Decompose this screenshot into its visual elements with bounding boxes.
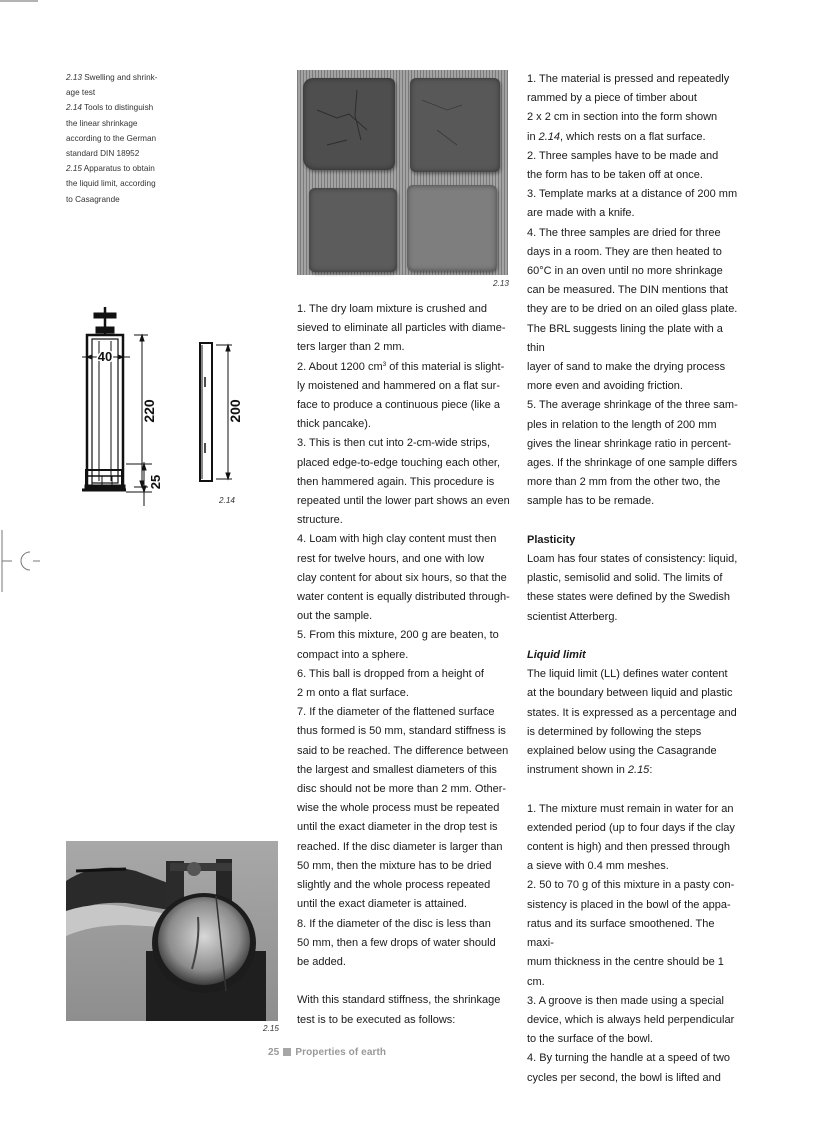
- text-line: ters larger than 2 mm.: [297, 341, 405, 354]
- text-line: clay content for about six hours, so that the: [297, 571, 507, 584]
- body-text-column-1: [297, 300, 512, 1030]
- text-line: With this standard stiffness, the shrinkage: [297, 994, 501, 1007]
- text-line: The BRL suggests lining the plate with a thin: [527, 322, 723, 354]
- paragraph-gap: [527, 780, 742, 799]
- text-line: sample has to be remade.: [527, 495, 655, 508]
- text-line: 5. From this mixture, 200 g are beaten, to: [297, 629, 499, 642]
- paragraph-gap: [527, 627, 742, 646]
- text-line: [527, 761, 742, 780]
- text-line: 4. Loam with high clay content must then: [297, 533, 497, 546]
- text-line: 2 x 2 cm in section into the form shown: [527, 111, 718, 124]
- dimension-label: 40: [97, 349, 113, 364]
- text-line: 50 mm, then a few drops of water should: [297, 936, 496, 949]
- text-line: mum thickness in the centre should be 1 cm.: [527, 956, 724, 988]
- figure-2-14-end-piece: [82, 462, 172, 510]
- registration-mark-icon: [0, 530, 44, 592]
- text-line: until the exact diameter in the drop test is: [297, 821, 498, 834]
- text-line: rammed by a piece of timber about: [527, 92, 697, 105]
- text-line: layer of sand to make the drying process: [527, 361, 726, 374]
- text-line: 3. This is then cut into 2-cm-wide strips,: [297, 437, 490, 450]
- text-line: explained below using the Casagrande: [527, 745, 717, 758]
- text-line: they are to be dried on an oiled glass plate.: [527, 303, 738, 316]
- text-line: 7. If the diameter of the flattened surface: [297, 706, 495, 719]
- text-line: 4. The three samples are dried for three: [527, 226, 721, 239]
- caption-text: Tools to distinguish: [81, 103, 154, 113]
- caption-line: to Casagrande: [66, 194, 120, 204]
- text-line: can be measured. The DIN mentions that: [527, 284, 728, 297]
- text-line: 4. By turning the handle at a speed of two: [527, 1052, 731, 1065]
- text-line: placed edge-to-edge touching each other,: [297, 456, 501, 469]
- text-line: wise the whole process must be repeated: [297, 802, 500, 815]
- text-line: disc should not be more than 2 mm. Other-: [297, 783, 507, 796]
- text-line: more than 2 mm from the other two, the: [527, 476, 721, 489]
- text-span: instrument shown in: [527, 764, 628, 777]
- text-line: repeated until the lower part shows an even: [297, 495, 510, 508]
- text-line: sieved to eliminate all particles with diame-: [297, 322, 506, 335]
- figure-2-14-label: 2.14: [219, 496, 235, 505]
- text-span: 2. About 1200 cm: [297, 360, 383, 373]
- text-line: out the sample.: [297, 610, 373, 623]
- caption-line: age test: [66, 88, 96, 98]
- text-line: days in a room. They are then heated to: [527, 245, 722, 258]
- text-line: The liquid limit (LL) defines water content: [527, 668, 728, 681]
- caption-2-14-line: [66, 100, 166, 115]
- text-line: is determined by following the steps: [527, 725, 702, 738]
- heading-plasticity: Plasticity: [527, 533, 576, 546]
- text-line: Loam has four states of consistency: liquid,: [527, 553, 738, 566]
- text-line: 1. The dry loam mixture is crushed and: [297, 303, 487, 315]
- text-line: [297, 358, 512, 377]
- top-corner-rule: [0, 0, 38, 2]
- dimension-label: 25: [148, 474, 163, 490]
- text-line: 2. Three samples have to be made and: [527, 149, 719, 162]
- text-line: 5. The average shrinkage of the three sam-: [527, 399, 738, 412]
- text-line: the form has to be taken off at once.: [527, 169, 703, 182]
- text-line: at the boundary between liquid and plastic: [527, 687, 733, 700]
- text-line: 3. A groove is then made using a special: [527, 994, 724, 1007]
- text-line: extended period (up to four days if the clay: [527, 821, 735, 834]
- caption-line: according to the German: [66, 133, 157, 143]
- text-line: plastic, semisolid and solid. The limits of: [527, 572, 723, 585]
- text-line: 3. Template marks at a distance of 200 mm: [527, 188, 738, 201]
- text-line: thus formed is 50 mm, standard stiffness is: [297, 725, 506, 738]
- text-line: ages. If the shrinkage of one sample differs: [527, 457, 738, 470]
- page-footer: [268, 1047, 386, 1058]
- text-line: 2 m onto a flat surface.: [297, 687, 409, 700]
- text-line: to the surface of the bowl.: [527, 1033, 653, 1046]
- figure-reference: 2.15: [627, 764, 650, 777]
- figure-2-15-photo: [66, 841, 278, 1021]
- text-line: then hammered again. This procedure is: [297, 475, 495, 488]
- casagrande-apparatus-image: [66, 841, 278, 1021]
- text-line: are made with a knife.: [527, 207, 635, 220]
- text-line: rest for twelve hours, and one with low: [297, 552, 485, 565]
- caption-number: 2.13: [66, 73, 82, 82]
- figure-2-13-label: 2.13: [493, 279, 509, 288]
- text-line: [527, 128, 742, 147]
- text-line: 2. 50 to 70 g of this mixture in a pasty con-: [527, 879, 735, 892]
- text-line: scientist Atterberg.: [527, 610, 618, 623]
- section-title: Properties of earth: [295, 1047, 387, 1058]
- caption-2-13-line: [66, 70, 166, 85]
- dimension-label: 220: [141, 399, 157, 423]
- text-line: slightly and the whole process repeated: [297, 879, 491, 892]
- text-line: the largest and smallest diameters of this: [297, 763, 497, 776]
- figure-captions: [66, 70, 166, 207]
- text-line: 50 mm, then the mixture has to be dried: [297, 859, 492, 872]
- caption-2-15-line: [66, 161, 166, 176]
- caption-line: the linear shrinkage: [66, 118, 138, 128]
- caption-text: Apparatus to obtain: [81, 164, 155, 174]
- dimension-label: 200: [227, 399, 243, 423]
- text-line: device, which is always held perpendicular: [527, 1013, 735, 1026]
- text-line: 60°C in an oven until no more shrinkage: [527, 265, 723, 278]
- text-line: ples in relation to the length of 200 mm: [527, 418, 717, 431]
- figure-2-13-photo: [297, 70, 508, 275]
- text-span: :: [649, 764, 653, 777]
- figure-reference: 2.14: [538, 130, 561, 143]
- text-line: content is high) and then pressed through: [527, 841, 731, 854]
- text-span: , which rests on a flat surface.: [560, 130, 706, 143]
- footer-square-icon: [283, 1048, 291, 1056]
- text-line: these states were defined by the Swedish: [527, 591, 731, 604]
- body-text-column-2: [527, 70, 742, 1088]
- superscript: 3: [382, 360, 387, 368]
- text-line: face to produce a continuous piece (like a: [297, 399, 501, 412]
- heading-liquid-limit: Liquid limit: [527, 649, 586, 662]
- text-line: states. It is expressed as a percentage and: [527, 706, 737, 719]
- text-span: in: [527, 130, 539, 143]
- text-line: structure.: [297, 514, 343, 527]
- text-line: thick pancake).: [297, 418, 371, 431]
- caption-number: 2.14: [66, 103, 82, 113]
- caption-text: Swelling and shrink-: [81, 73, 158, 82]
- caption-line: standard DIN 18952: [66, 149, 140, 159]
- text-line: be added.: [297, 955, 346, 968]
- caption-line: the liquid limit, according: [66, 179, 156, 189]
- text-line: until the exact diameter is attained.: [297, 898, 467, 911]
- text-line: cycles per second, the bowl is lifted and: [527, 1071, 721, 1084]
- text-span: of this material is slight-: [386, 360, 505, 373]
- caption-number: 2.15: [66, 164, 82, 174]
- crack-lines: [297, 70, 508, 275]
- paragraph-gap: [297, 972, 512, 991]
- text-line: ratus and its surface smoothened. The maxi-: [527, 917, 715, 950]
- text-line: gives the linear shrinkage ratio in percent-: [527, 437, 732, 450]
- text-line: reached. If the disc diameter is larger than: [297, 840, 503, 853]
- text-line: 1. The material is pressed and repeatedly: [527, 73, 730, 85]
- text-line: ly moistened and hammered on a flat sur-: [297, 379, 500, 392]
- text-line: 1. The mixture must remain in water for an: [527, 802, 734, 815]
- page-number: 25: [268, 1047, 280, 1058]
- text-line: said to be reached. The difference between: [297, 744, 509, 757]
- text-line: 8. If the diameter of the disc is less than: [297, 917, 491, 930]
- paragraph-gap: [527, 512, 742, 531]
- text-line: more even and avoiding friction.: [527, 380, 683, 393]
- text-line: 6. This ball is dropped from a height of: [297, 667, 484, 680]
- text-line: test is to be executed as follows:: [297, 1013, 456, 1026]
- text-line: a sieve with 0.4 mm meshes.: [527, 860, 669, 873]
- text-line: compact into a sphere.: [297, 648, 409, 661]
- text-line: sistency is placed in the bowl of the appa-: [527, 898, 731, 911]
- text-line: water content is equally distributed through-: [297, 591, 510, 604]
- figure-2-15-label: 2.15: [263, 1024, 279, 1033]
